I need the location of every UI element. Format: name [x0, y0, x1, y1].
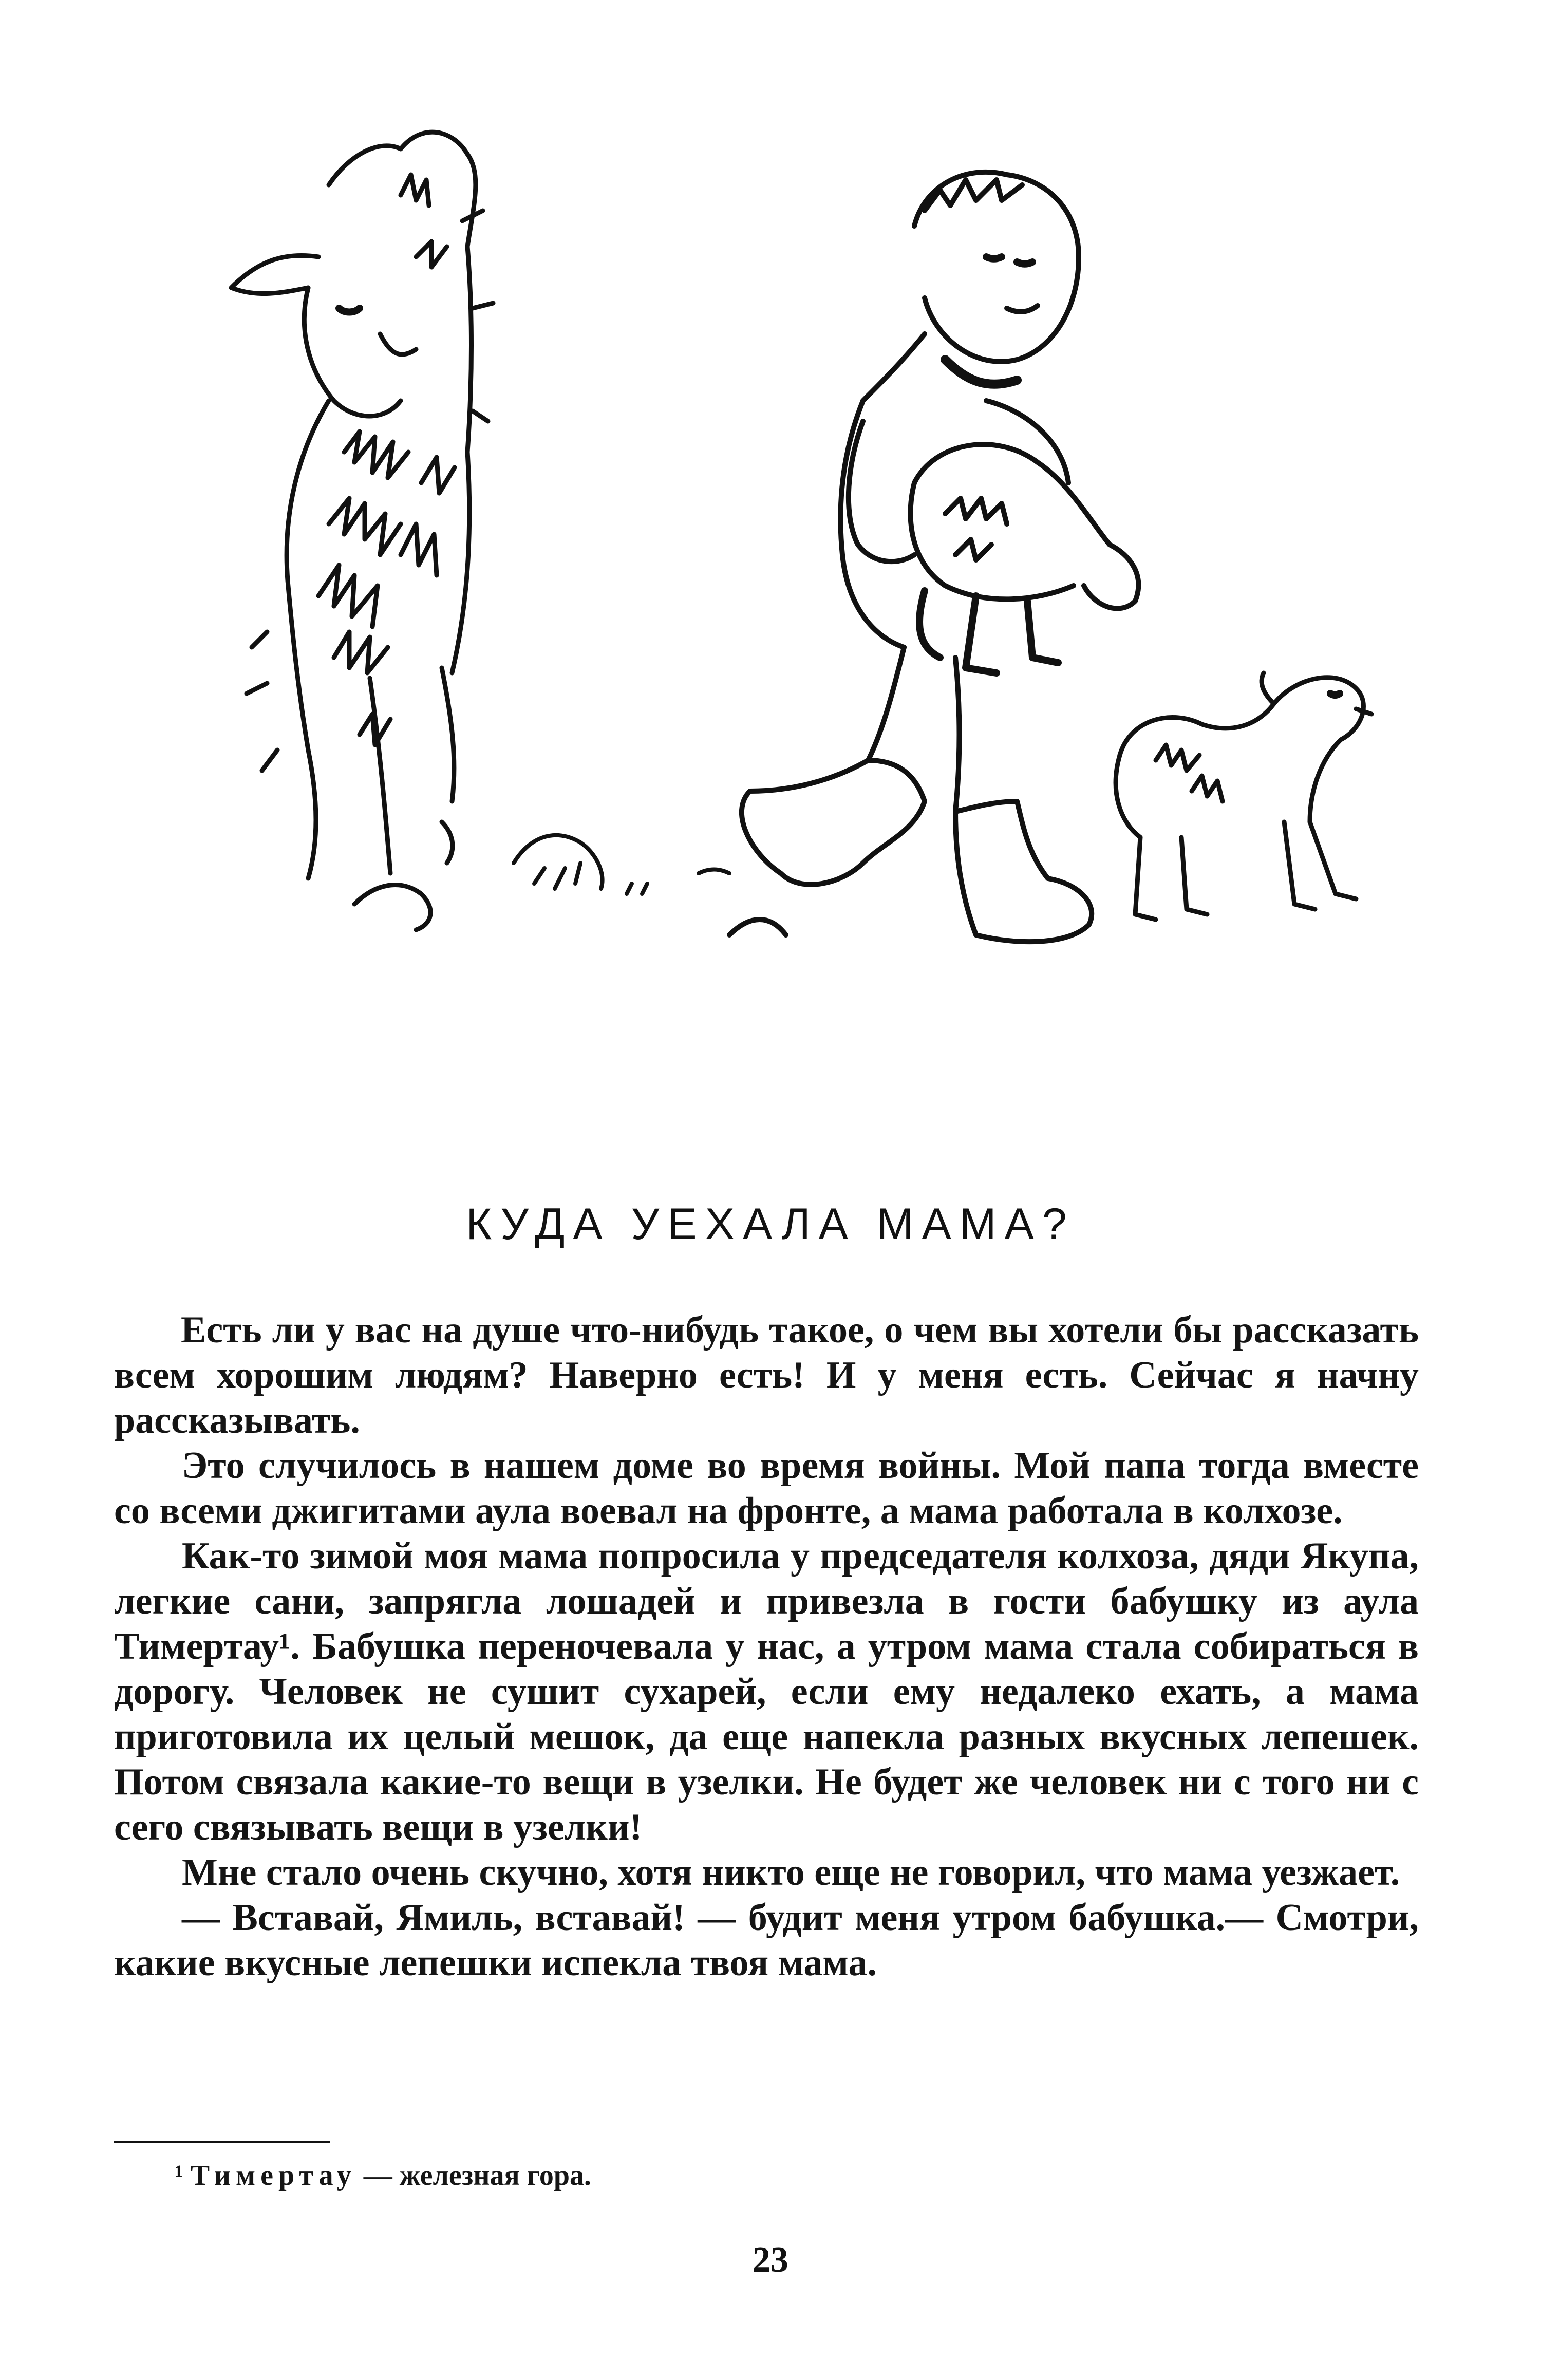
footnote-text: — железная гора. — [363, 2160, 592, 2191]
page-number: 23 — [753, 2240, 788, 2280]
footnote-divider — [114, 2141, 330, 2143]
footnote-term: Тимертау — [190, 2160, 356, 2191]
small-lamb-drawing — [1116, 673, 1371, 920]
body-text — [114, 1307, 1419, 1985]
ground-details — [514, 835, 729, 894]
paragraph: Как-то зимой моя мама попросила у председателя колхоза, дяди Якупа, легкие сани, запрягла лошадей и привезла в гости бабушку из аула Тимертау¹. Бабушка переночевала у нас, а утром мама стала собираться в дорогу. Человек не сушит сухарей, если ему недалеко ехать, а мама приготовила их целый мешок, да еще напекла разных вкусных лепешек. Потом связала какие-то вещи в узелки. Не будет же человек ни с того ни с сего связывать вещи в узелки! — [114, 1535, 1419, 1848]
standing-sheep-drawing — [231, 132, 493, 930]
paragraph: Мне стало очень скучно, хотя никто еще не говорил, что мама уезжает. — [182, 1851, 1400, 1894]
paragraph: Это случилось в нашем доме во время войны. Мой папа тогда вместе со всеми джигитами аула воевал на фронте, а мама работала в колхозе. — [114, 1445, 1419, 1532]
boy-with-lamb-drawing — [729, 172, 1138, 942]
paragraph: — Вставай, Ямиль, вставай! — будит меня утром бабушка.— Смотри, какие вкусные лепешки испекла твоя мама. — [114, 1897, 1419, 1984]
footnote-marker: ¹ — [175, 2160, 183, 2191]
footnote — [175, 2158, 1356, 2194]
chapter-title: КУДА УЕХАЛА МАМА? — [466, 1200, 1075, 1249]
paragraph: Есть ли у вас на душе что-нибудь такое, о чем вы хотели бы рассказать всем хорошим людям? Наверно есть! И у меня есть. Сейчас я начну рассказывать. — [114, 1309, 1419, 1441]
sheep-boy-lamb-illustration — [113, 92, 1428, 1043]
